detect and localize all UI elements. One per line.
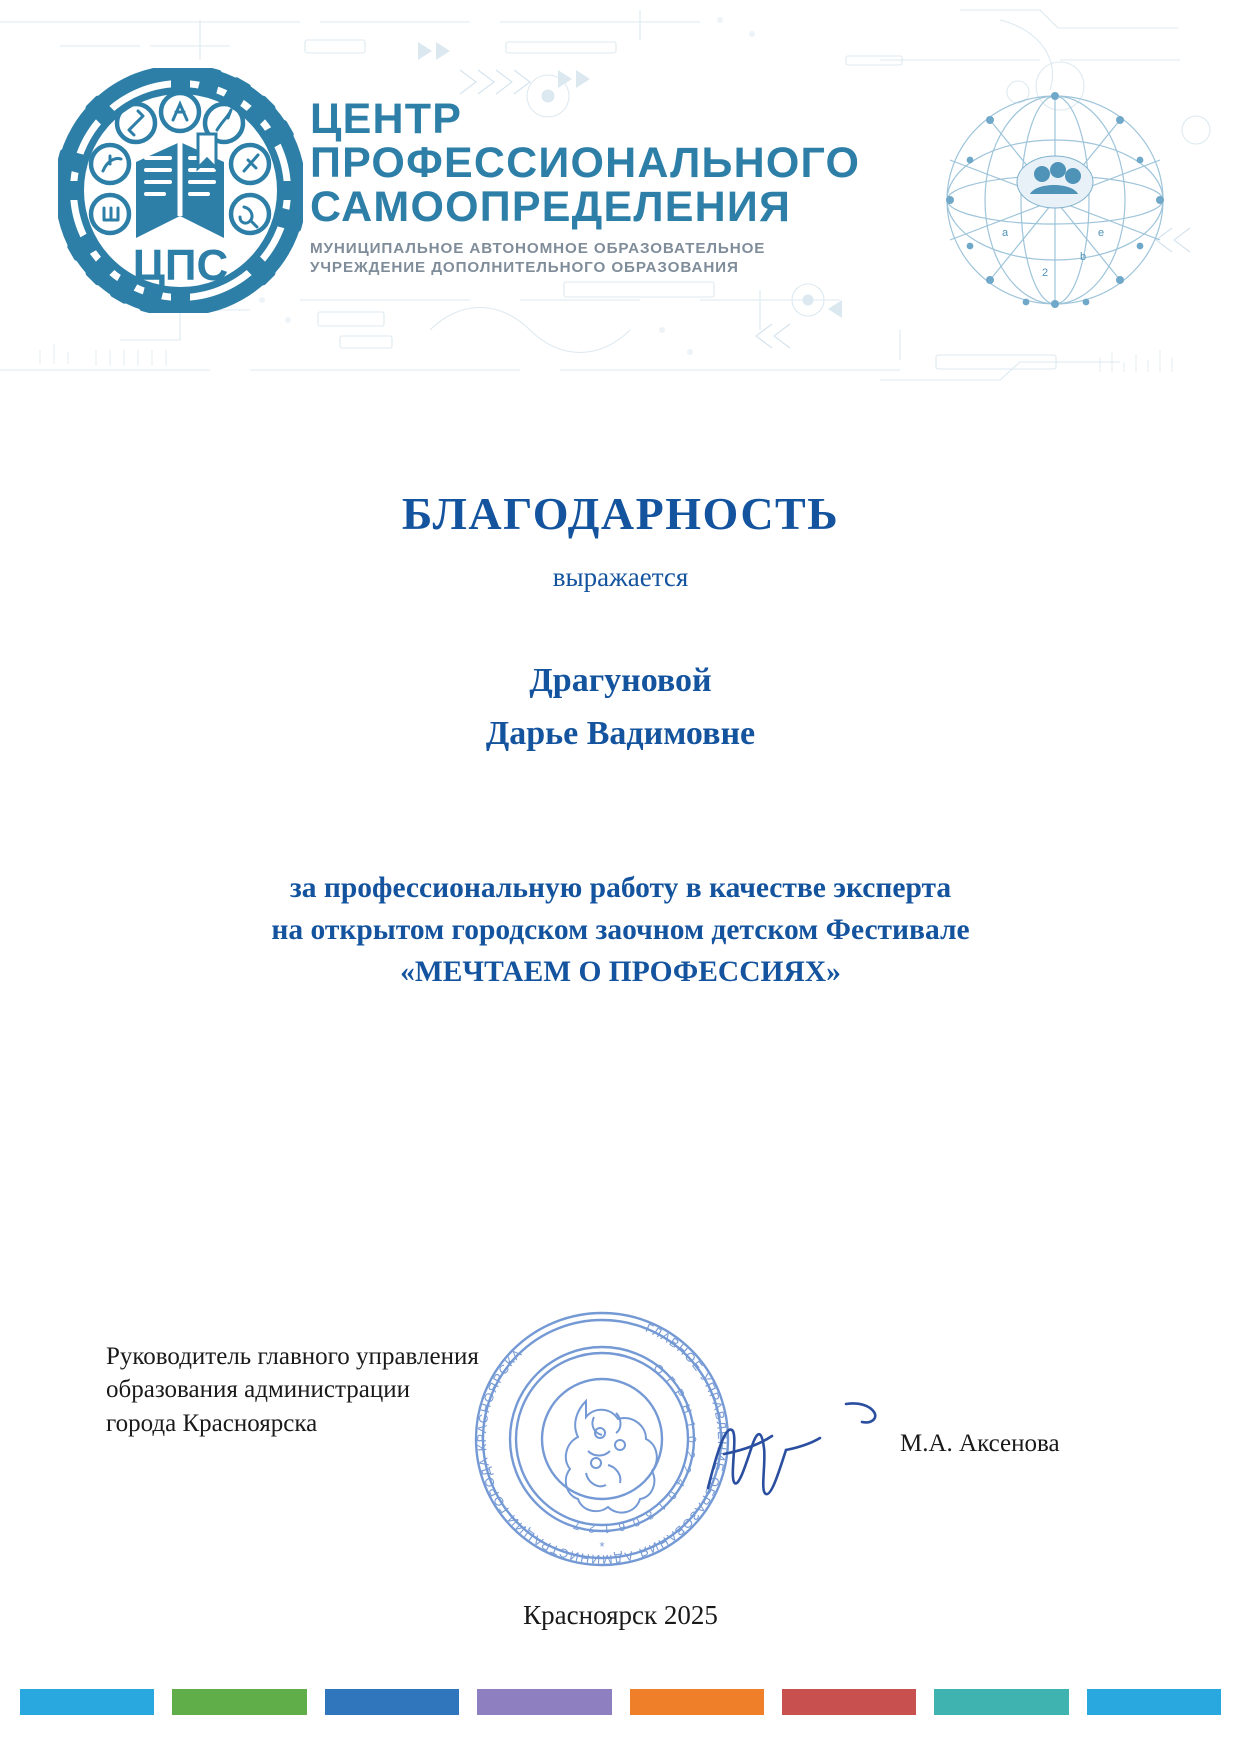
- signer-role-line-1: Руководитель главного управления: [106, 1343, 479, 1370]
- svg-text:e: e: [1098, 227, 1105, 239]
- network-globe-icon: [930, 50, 1180, 340]
- signer-role-line-3: города Красноярска: [106, 1409, 318, 1437]
- page-title: БЛАГОДАРНОСТЬ: [401, 488, 840, 539]
- logo-monogram: ЦПС: [132, 241, 229, 290]
- award-reason-line-2: на открытом городском заочном детском Фестивале: [271, 913, 970, 946]
- footer-bar-6: [782, 1689, 916, 1715]
- gear-logo-icon: [58, 68, 303, 313]
- footer-color-bars: [0, 1689, 1241, 1715]
- recipient-given-name: Дарье Вадимовне: [485, 714, 756, 752]
- recipient-block: [0, 655, 1241, 760]
- award-reason-line-1: за профессиональную работу в качестве эксперта: [289, 872, 952, 904]
- organization-title: [310, 95, 870, 277]
- handwritten-signature-icon: [700, 1392, 890, 1522]
- certificate-header: [0, 0, 1241, 400]
- certificate-subtitle: выражается: [552, 562, 689, 592]
- footer-bar-3: [325, 1689, 459, 1715]
- org-subtitle-line-1: МУНИЦИПАЛЬНОЕ АВТОНОМНОЕ ОБРАЗОВАТЕЛЬНОЕ: [310, 239, 766, 257]
- footer-bar-4: [477, 1689, 611, 1715]
- svg-text:*: *: [599, 1539, 605, 1554]
- org-title-line-3: САМООПРЕДЕЛЕНИЯ: [310, 182, 792, 231]
- org-title-line-2: ПРОФЕССИОНАЛЬНОГО: [310, 138, 861, 187]
- footer-bar-5: [630, 1689, 764, 1715]
- org-subtitle-line-2: УЧРЕЖДЕНИЕ ДОПОЛНИТЕЛЬНОГО ОБРАЗОВАНИЯ: [310, 258, 739, 276]
- official-round-stamp-icon: [468, 1305, 736, 1573]
- signer-name: М.А. Аксенова: [900, 1430, 1060, 1457]
- svg-text:a: a: [1002, 227, 1009, 239]
- svg-text:2: 2: [1042, 267, 1049, 279]
- stamp-outer-text: ГЛАВНОЕ УПРАВЛЕНИЕ ОБРАЗОВАНИЯ АДМИНИСТРАЦИИ ГОРОДА КРАСНОЯРСКА: [474, 1320, 730, 1567]
- place-and-year: Красноярск 2025: [523, 1600, 718, 1630]
- recipient-surname: Драгуновой: [529, 662, 712, 699]
- footer-bar-2: [172, 1689, 306, 1715]
- footer-bar-8: [1087, 1689, 1221, 1715]
- footer-bar-1: [20, 1689, 154, 1715]
- org-title-line-1: ЦЕНТР: [310, 95, 463, 143]
- stamp-inner-text: О Г Р Н 1 0 2 2 4 0 1 8 0 6 1 2 7: [569, 1360, 700, 1537]
- award-event-name: «МЕЧТАЕМ О ПРОФЕССИЯХ»: [400, 955, 841, 988]
- svg-text:b: b: [1080, 251, 1087, 263]
- award-reason-block: [0, 868, 1241, 994]
- footer-bar-7: [934, 1689, 1068, 1715]
- signer-role-line-2: образования администрации: [106, 1376, 410, 1404]
